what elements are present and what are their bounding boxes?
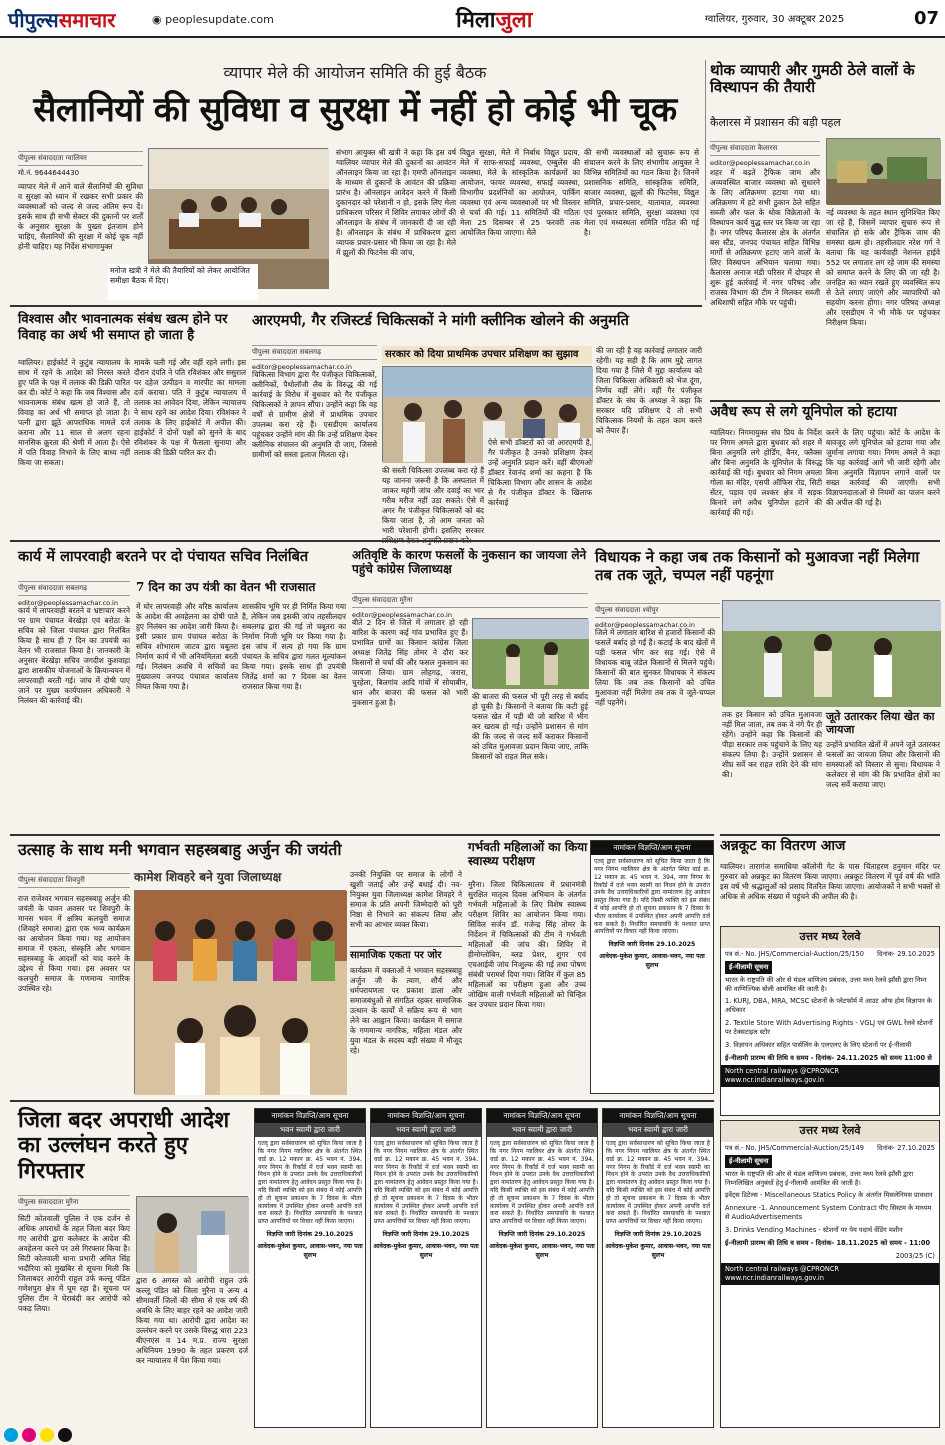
notice-box: नामांकन विज्ञप्ति/आम सूचना एतद् द्वारा सर्वसाधारण को सूचित किया जाता है कि नगर निगम ग्वालियर क्षेत्र के अंतर्गत स्थित वार्ड क्र. 12 मकान क्र. 45 भवन नं. 394, नगर निगम के रिकॉर्ड में दर्ज भवन स्वामी का निधन होने के उपरांत उनके वैध उत्तराधिकारियों द्वारा नामांतरण हेतु आवेदन प्रस्तुत किया गया है। यदि किसी व्यक्ति को इस संबंध में कोई आपत्ति हो तो सूचना प्रकाशन के 7 दिवस के भीतर कार्यालय में उपस्थित होकर अपनी आपत्ति दर्ज करा सकते हैं। निर्धारित समयावधि के पश्चात प्राप्त आपत्तियों पर विचार नहीं किया जाएगा। विज्ञप्ति जारी दिनांक 29.10.2025 आवेदक-मुकेश कुमार, आवास-भवन, नया पता सुलभ	[590, 840, 714, 1094]
logo-accent: समाचार	[58, 8, 116, 32]
clinic-col-4: की जा रही है यह कार्रवाई लगातार जारी रहेगी। यह सही है कि आम मुद्दे लागत दिया गया है जिसे मैं मुद्दा कार्यालय को जिला चिकित्सा अधिकारी को भेज दूंगा, निर्णय वहीं लेंगे। वहीं गैर पंजीकृत डॉक्टर के संघ के अध्यक्ष ने कहा कि सरकार यदि प्रशिक्षण दे तो सभी चिकित्सक नियमों के तहत काम करने को तैयार हैं।	[596, 346, 702, 435]
criminal-col-1: सिटी कोतवाली पुलिस ने एक दर्जन से अधिक अपराधों के तहत जिला बदर किए गए आरोपी द्वारा कलेक्टर के आदेश की अवहेलना करने पर उसे गिरफ्तार किया है। सिटी कोतवाली थाना प्रभारी अमित सिंह भदौरिया को मुखबिर से सूचना मिली कि जिलाबदर आरोपी राहुल उर्फ कल्लू पंडित गणेशपुरा क्षेत्र में घूम रहा है। सूचना पर पुलिस टीम ने घेराबंदी कर आरोपी को पकड़ लिया।	[18, 1214, 130, 1313]
mla-col-1: जिले में लगातार बारिश से हजारों किसानों की फसलें बर्बाद हो गईं हैं। कटाई के बाद खेतों में पड़ी फसल भीग कर सड़ गई। ऐसे में विधायक बाबू जंडेल किसानों से मिलने पहुंचे। किसानों की बात सुनकर विधायक ने संकल्प लिया कि जब तक किसानों को उचित मुआवजा नहीं मिलेगा तब तक वे जूते-चप्पल नहीं पहनेंगे।	[595, 628, 715, 707]
notice-box: नामांकन विज्ञप्ति/आम सूचना भवन स्वामी द्वारा जारी एतद् द्वारा सर्वसाधारण को सूचित किया जाता है कि नगर निगम ग्वालियर क्षेत्र के अंतर्गत स्थित वार्ड क्र. 12 मकान क्र. 45 भवन नं. 394, नगर निगम के रिकॉर्ड में दर्ज भवन स्वामी का निधन होने के उपरांत उनके वैध उत्तराधिकारियों द्वारा नामांतरण हेतु आवेदन प्रस्तुत किया गया है। यदि किसी व्यक्ति को इस संबंध में कोई आपत्ति हो तो सूचना प्रकाशन के 7 दिवस के भीतर कार्यालय में उपस्थित होकर अपनी आपत्ति दर्ज करा सकते हैं। निर्धारित समयावधि के पश्चात प्राप्त आपत्तियों पर विचार नहीं किया जाएगा। विज्ञप्ति जारी दिनांक 29.10.2025 आवेदक-मुकेश कुमार, आवास-भवन, नया पता सुलभ	[486, 1108, 598, 1428]
section-rule	[10, 1100, 714, 1102]
notice-box: नामांकन विज्ञप्ति/आम सूचना भवन स्वामी द्वारा जारी एतद् द्वारा सर्वसाधारण को सूचित किया जाता है कि नगर निगम ग्वालियर क्षेत्र के अंतर्गत स्थित वार्ड क्र. 12 मकान क्र. 45 भवन नं. 394, नगर निगम के रिकॉर्ड में दर्ज भवन स्वामी का निधन होने के उपरांत उनके वैध उत्तराधिकारियों द्वारा नामांतरण हेतु आवेदन प्रस्तुत किया गया है। यदि किसी व्यक्ति को इस संबंध में कोई आपत्ति हो तो सूचना प्रकाशन के 7 दिवस के भीतर कार्यालय में उपस्थित होकर अपनी आपत्ति दर्ज करा सकते हैं। निर्धारित समयावधि के पश्चात प्राप्त आपत्तियों पर विचार नहीं किया जाएगा। विज्ञप्ति जारी दिनांक 29.10.2025 आवेदक-मुकेश कुमार, आवास-भवन, नया पता सुलभ	[254, 1108, 366, 1428]
railway-footer: North central railways @CPRONCR www.ncr.indianrailways.gov.in	[721, 1263, 939, 1285]
section-rule	[710, 400, 940, 402]
notice-box: नामांकन विज्ञप्ति/आम सूचना भवन स्वामी द्वारा जारी एतद् द्वारा सर्वसाधारण को सूचित किया जाता है कि नगर निगम ग्वालियर क्षेत्र के अंतर्गत स्थित वार्ड क्र. 12 मकान क्र. 45 भवन नं. 394, नगर निगम के रिकॉर्ड में दर्ज भवन स्वामी का निधन होने के उपरांत उनके वैध उत्तराधिकारियों द्वारा नामांतरण हेतु आवेदन प्रस्तुत किया गया है। यदि किसी व्यक्ति को इस संबंध में कोई आपत्ति हो तो सूचना प्रकाशन के 7 दिवस के भीतर कार्यालय में उपस्थित होकर अपनी आपत्ति दर्ज करा सकते हैं। निर्धारित समयावधि के पश्चात प्राप्त आपत्तियों पर विचार नहीं किया जाएगा। विज्ञप्ति जारी दिनांक 29.10.2025 आवेदक-मुकेश कुमार, आवास-भवन, नया पता सुलभ	[370, 1108, 482, 1428]
accused-photo	[136, 1196, 248, 1272]
panchayat-col-3: शासकीय भूमि पर ही निर्मित किया गया है, लेकिन जब इसकी जांच तहसीलदार सबलगढ़ द्वारा की गई तो चबूतरा का निर्माण निजी भूमि पर किया गया है। इस जांच में सत्य हो गया कि ग्राम पंचायत के सचिव द्वारा गलत मूल्यांकन किया गया। इसके साथ ही उपयंत्री जितेंद्र शर्मा का 7 दिवस का वेतन राजसात किया गया है।	[242, 602, 346, 691]
panchayat-byline: पीपुल्स संवाददाता सबलगढ़ editor@peoplessamachar.co.in	[18, 578, 130, 602]
section-rule	[720, 834, 940, 836]
clinic-byline: पीपुल्स संवाददाता सबलगढ़ editor@peoplessamachar.co.in	[252, 342, 377, 366]
lead-byline: पीपुल्स संवाददाता ग्वालियर मो.नं. 9644644430	[18, 148, 143, 172]
marriage-col-1: ग्वालियर। हाईकोर्ट ने कुटुंब न्यायालय के साथ में रहने के आदेश को निरस्त करते हुए पति के पक्ष में तलाक की डिक्री पारित कर दी। कोर्ट ने कहा कि जब विश्वास और भावनात्मक संबंध खत्म हो जाते हैं, तो विवाह का अर्थ भी समाप्त हो जाता है। पत्नी द्वारा झूठे आपराधिक मामले दर्ज कराना और 11 साल से अलग रहना मानसिक क्रूरता की श्रेणी में आता है। ऐसे में पति विवाह निभाने के लिए बाध्य नहीं किया जा सकता।	[18, 358, 130, 467]
health-text: मुरैना। जिला चिकित्सालय में प्रधानमंत्री सुरक्षित मातृत्व दिवस अभियान के अंतर्गत गर्भवती महिलाओं के लिए विशेष स्वास्थ्य परीक्षण शिविर का आयोजन किया गया। सिविल सर्जन डॉ. गजेन्द्र सिंह तोमर के निर्देशन में चिकित्सकों की टीम ने गर्भवती महिलाओं की जांच की। शिविर में हीमोग्लोबिन, ब्लड प्रेशर, शुगर एवं एचआईवी जांच निःशुल्क की गई तथा पोषण संबंधी परामर्श दिया गया। शिविर में कुल 85 महिलाओं का परीक्षण हुआ और उच्च जोखिम वाली गर्भवती महिलाओं को चिन्हित कर उपचार प्रदान किया गया।	[468, 880, 586, 1009]
wholesale-byline: पीपुल्स संवाददाता कैलारस editor@peoplessamachar.co.in	[710, 138, 820, 162]
crop-headline: अतिवृष्टि के कारण फसलों के नुकसान का जायजा लेने पहुंचे कांग्रेस जिलाध्यक्ष	[352, 548, 587, 577]
sahastrabahu-box-title: सामाजिक एकता पर जोर	[350, 946, 462, 964]
registration-mark	[22, 1428, 36, 1442]
mla-col-2: तक हर किसान को उचित मुआवजा नहीं मिल जाता, तब तक वे नंगे पैर ही रहेंगे। उन्होंने कहा कि किसानों की पीड़ा सरकार तक पहुंचाने के लिए यह संकल्प लिया है। उन्होंने प्रशासन से शीघ्र सर्वे कर राहत राशि देने की मांग की।	[722, 710, 822, 779]
lead-headline: सैलानियों की सुविधा व सुरक्षा में नहीं हो कोई भी चूक	[33, 90, 677, 130]
lead-col-4: की सभी व्यवस्थाओं को सुचारू रूप से संचालन करने के लिए संभागीय आयुक्त ने विभिन्न समितियों का गठन किया है। जिनमें प्रशासनिक समिति, सांस्कृतिक समिति, बाजार व्यवस्था, झूलों की फिटनेस, विद्युत समिति, प्रचार-प्रसार, यातायात, व्यवस्था एवं पुरस्कार समिति, सुरक्षा व्यवस्था एवं मेला एवं मध्यस्थता समिति गठित की गई है।	[584, 148, 699, 237]
mla-side-text: उन्होंने प्रभावित खेतों में अपने जूते उतारकर फसलों का जायजा लिया और किसानों की समस्याओं को विस्तार से सुना। विधायक ने कलेक्टर से मांग की कि प्रभावित क्षेत्रों का जल्द सर्वे कराया जाए।	[826, 740, 940, 789]
registration-mark	[58, 1428, 72, 1442]
marriage-headline: विश्वास और भावनात्मक संबंध खत्म होने पर विवाह का अर्थ भी समाप्त हो जाता है	[18, 312, 228, 343]
railway-footer: North central railways @CPRONCR www.ncr.indianrailways.gov.in	[721, 1065, 939, 1087]
marriage-col-2: मायके चली गई और वहीं रहने लगी। इस दौरान दंपति ने पति रविशंकर और ससुराल पर दहेज उत्पीड़न व मारपीट का मामला दर्ज कराया। पति ने कुटुंब न्यायालय में तलाक का आवेदन दिया, लेकिन न्यायालय ने साथ रहने का आदेश दिया। रविशंकर ने तलाक के लिए हाईकोर्ट में अपील की। हाईकोर्ट ने दोनों पक्षों को सुनने के बाद रविशंकर के पक्ष में फैसला सुनाया और तलाक की डिक्री पारित कर दी।	[134, 358, 246, 457]
criminal-byline: पीपुल्स संवाददाता मुरैना	[18, 1192, 130, 1210]
crop-byline: पीपुल्स संवाददाता मुरैना editor@peoplessamachar.co.in	[352, 590, 588, 614]
panchayat-headline: कार्य में लापरवाही बरतने पर दो पंचायत सचिव निलंबित	[18, 548, 309, 565]
notice-box: नामांकन विज्ञप्ति/आम सूचना भवन स्वामी द्वारा जारी एतद् द्वारा सर्वसाधारण को सूचित किया जाता है कि नगर निगम ग्वालियर क्षेत्र के अंतर्गत स्थित वार्ड क्र. 12 मकान क्र. 45 भवन नं. 394, नगर निगम के रिकॉर्ड में दर्ज भवन स्वामी का निधन होने के उपरांत उनके वैध उत्तराधिकारियों द्वारा नामांतरण हेतु आवेदन प्रस्तुत किया गया है। यदि किसी व्यक्ति को इस संबंध में कोई आपत्ति हो तो सूचना प्रकाशन के 7 दिवस के भीतर कार्यालय में उपस्थित होकर अपनी आपत्ति दर्ज करा सकते हैं। निर्धारित समयावधि के पश्चात प्राप्त आपत्तियों पर विचार नहीं किया जाएगा। विज्ञप्ति जारी दिनांक 29.10.2025 आवेदक-मुकेश कुमार, आवास-भवन, नया पता सुलभ	[602, 1108, 714, 1428]
health-headline: गर्भवती महिलाओं का किया स्वास्थ्य परीक्षण	[468, 840, 588, 869]
panchayat-subhead: 7 दिन का उप यंत्री का वेतन भी राजसात	[136, 580, 316, 594]
railway-title: उत्तर मध्य रेलवे	[721, 1121, 939, 1142]
lead-col-3: विद्युत सुरक्षा, मेले में निर्बाध विद्युत प्रदाय, मेले में साफ-सफाई व्यवस्था, एम्बुलेंस की व्यवस्था, मेले के सांस्कृतिक कार्यक्रमों का आयोजन, फायर व्यवस्था, सफाई व्यवस्था, विभागीय प्रदर्शनियों का आयोजन, पार्किंग व्यवस्था एवं अन्य व्यवस्थाओं पर भी विस्तार से चर्चा की गई। 11 समितियों की गठितः मेला 25 दिसम्बर से 25 फरवरी तक आयोजित किया जाएगा। मेले	[460, 148, 580, 237]
wholesale-col-2: नई व्यवस्था के तहत स्थान सुनिश्चित किए जा रहे हैं, जिसमें व्यापार सुचारु रूप से संचालित हो सके और ट्रैफिक जाम की समस्या खत्म हो। तहसीलदार नरेश गर्ग ने बताया कि यह कार्यवाही नेशनल हाईवे 552 पर लगातार लग रहे जाम की समस्या को समाप्त करने के लिए की जा रही है। जनहित का ध्यान रखते हुए व्यवस्थित रूप से ठेले लगाए जाएंगे और व्यापारियों को सहयोग करना होगा। नगर परिषद अध्यक्ष और एसडीएम ने भी मौके पर पहुंचकर निरीक्षण किया।	[826, 208, 940, 327]
unipol-col-1: ग्वालियर। निगमायुक्त संघ प्रिय के निर्देश पर निगम अमले द्वारा बुधवार को शहर में बिना अनुमति लगे होर्डिंग, बैनर, फ्लैक्स और बिना अनुमति के यूनिपोल के विरुद्ध कार्रवाई की गई। बुधवार को निगम अमला गोला का मंदिर, एसपी ऑफिस रोड, सिटी सेंटर, पड़ाव एवं लश्कर क्षेत्र में सड़क किनारे लगे अवैध यूनिपोल हटाने की कार्रवाई की गई।	[710, 428, 822, 517]
section-logo: मिलाजुला	[456, 7, 533, 33]
lead-kicker: व्यापार मेले की आयोजन समिति की हुई बैठक	[223, 63, 487, 82]
clinic-box-title: सरकार को दिया प्राथमिक उपचार प्रशिक्षण का सुझाव	[382, 346, 592, 364]
market-photo	[826, 138, 940, 204]
railway-notice-1: उत्तर मध्य रेलवे पत्र सं.- No. JHS/Commercial-Auction/25/150 दिनांक- 29.10.2025 ई-नीलामी सूचना भारत के राष्ट्रपति की ओर से मंडल वाणिज्य प्रबंधक, उत्तर मध्य रेलवे झाँसी द्वारा निम्न की वाणिज्यिक बोली आमंत्रित की जाती है। 1. KURJ, DBA, MRA, MCSC स्टेशनों के प्लेटफॉर्म में आउट ऑफ होम विज्ञापन के अधिकार 2. Textile Store With Advertising Rights - VGLJ एवं GWL रेलवे स्टेशनों पर टेक्सटाइल स्टोर 3. विज्ञापन अधिकार सहित पार्सलिंग के एलएलए के लिए स्टेशनों पर ई-नीलामी ई-नीलामी प्रारम्भ की तिथि व समय - दिनांक- 24.11.2025 को समय 11:00 से North central railways @CPRONCR www.ncr.indianrailways.gov.in	[720, 926, 940, 1116]
column-divider	[705, 60, 706, 300]
sahastrabahu-byline: पीपुल्स संवाददाता शिवपुरी	[18, 870, 130, 888]
annakut-headline: अन्नकूट का वितरण आज	[720, 838, 846, 854]
mla-byline: पीपुल्स संवाददाता श्योपुर editor@peoplessamachar.co.in	[595, 600, 720, 624]
section-rule	[10, 834, 714, 836]
sahastrabahu-col-3: कार्यक्रम में वक्ताओं ने भगवान सहस्त्रबाहु अर्जुन जी के त्याग, शौर्य और धर्मपरायणता पर प्रकाश डाला और समाजबंधुओं से संगठित रहकर सामाजिक उत्थान के कार्यों में सक्रिय रूप से भाग लेने का आह्वान किया। कार्यक्रम में समाज के गणमान्य नागरिक, महिला मंडल और युवा मंडल के सदस्य बड़ी संख्या में मौजूद रहे।	[350, 966, 462, 1055]
unipol-headline: अवैध रूप से लगे यूनिपोल को हटाया	[710, 404, 897, 420]
clinic-headline: आरएमपी, गैर रजिस्टर्ड चिकित्सकों ने मांगी क्लीनिक खोलने की अनुमति	[252, 312, 629, 329]
clinic-col-2: की सस्ती चिकित्सा उपलब्ध करा रहे हैं यह जानना जरूरी है कि अस्पताल में जाकर महंगी जांच और दवाई का भार गरीब मरीज नहीं उठा सकते। ऐसे में अगर गैर पंजीकृत चिकित्सकों को बंद किया जाता है, तो आम जनता को भारी परेशानी होगी। इसलिए सरकार	[382, 466, 484, 535]
sahastrabahu-col-1: राज राजेश्वर भगवान सहस्त्रबाहु अर्जुन की जयंती के पावन अवसर पर शिवपुरी के मानस भवन में क्षत्रिय कलचुरी समाज (शिवहरे समाज) द्वारा एक भव्य कार्यक्रम का आयोजन किया गया। यह आयोजन समाज में एकता, संस्कृति और भगवान सहस्त्रबाहु के आदर्शों को याद करने के उद्देश्य से किया गया। इस अवसर पर कलचुरी समाज के गणमान्य नागरिक उपस्थित रहे।	[18, 894, 130, 993]
clinic-col-1: चिकित्सा विभाग द्वारा गैर पंजीकृत चिकित्सकों, क्लीनिकों, पैथोलॉजी लैब के विरुद्ध की गई कार्रवाई के विरोध में बुधवार को गैर पंजीकृत चिकित्सकों ने ज्ञापन सौंपा। उन्होंने कहा कि वह वर्षों से ग्रामीण क्षेत्रों में प्राथमिक उपचार उपलब्ध करा रहे हैं। एसडीएम कार्यालय पहुंचकर उन्होंने मांग की कि उन्हें प्रशिक्षण देकर क्लीनिक संचालन की अनुमति दी जाए, जिससे ग्रामीणों को सस्ता इलाज मिलता रहे।	[252, 370, 377, 459]
globe-icon: ◉	[152, 13, 166, 26]
unipol-col-2: करने के लिए पहुंचा। कोर्ट के आदेश के बावजूद लगे यूनिपोल को हटाया गया और जुर्माना लगाया गया। निगम अमले ने कहा कि यह कार्रवाई आगे भी जारी रहेगी और बिना अनुमति विज्ञापन लगाने वालों पर सख्त कार्रवाई की जाएगी। सभी विज्ञापनदाताओं से नियमों का पालन करने की अपील की गई है।	[826, 428, 940, 507]
panchayat-col-2: में घोर लापरवाही और वरिष्ठ कार्यालय के आदेश की अवहेलना का दोषी पाते हुए निलंबन का आदेश जारी किया है। इसी प्रकार ग्राम पंचायत बरोठा के सचिव शोभाराम जाटव द्वारा चबूतरा निर्माण कार्य में भी अनियमितता बरती गई। निलंबन अवधि में सचिवों का मुख्यालय जनपद पंचायत कार्यालय नियत किया गया है।	[136, 602, 238, 691]
wholesale-headline: थोक व्यापारी और गुमठी ठेले वालों के विस्थापन की तैयारी	[710, 61, 915, 97]
dateline: ग्वालियर, गुरुवार, 30 अक्टूबर 2025	[705, 14, 845, 25]
lead-col-1: व्यापार मेले में आने वाले सैलानियों की सुविधा व सुरक्षा को ध्यान में रखकर सभी प्रकार की व्यवस्थाओं को जल्द से जल्द अंतिम रूप दें। इसके साथ ही सभी सेक्टर की दुकानों पर शर्तों के अनुसार सुरक्षा के पुख्ता इंतजाम होने चाहिए, सैलानियों की सुरक्षा में कोई चूक नहीं होनी चाहिए। यह निर्देश संभागायुक्त	[18, 182, 143, 251]
masthead	[0, 0, 945, 38]
section-rule	[10, 540, 940, 542]
clinic-col-3: ऐसे सभी डॉक्टरों को जो आरएमपी है, गैर पंजीकृत है उनको प्रशिक्षण देकर उन्हें अनुमति प्रदान करें। वहीं बीएमओ डॉक्टर रेवानंद शर्मा का कहना है कि चिकित्सा विभाग और शासन के आदेश से गैर पंजीकृत डॉक्टर के खिलाफ कार्रवाई	[488, 438, 592, 538]
criminal-col-2: द्वारा 6 अगस्त को आरोपी राहुल उर्फ कल्लू पंडित को जिला मुरैना व अन्य 4 सीमावर्ती जिलों की सीमा से एक वर्ष की अवधि के लिए बाहर रहने का आदेश जारी किया गया था। आरोपी द्वारा आदेश का उल्लंघन करने पर उसके विरुद्ध धारा 223 बीएनएस व 14 म.प्र. राज्य सुरक्षा अधिनियम 1990 के तहत प्रकरण दर्ज कर न्यायालय में पेश किया गया।	[136, 1276, 248, 1365]
mla-photo	[722, 600, 940, 706]
mla-side-headline: जूते उतारकर लिया खेत का जायजा	[826, 710, 935, 737]
wholesale-col-1: शहर में बढ़ते ट्रैफिक जाम और अव्यवस्थित बाजार व्यवस्था को सुधारने के लिए अतिक्रमण हटाया गया था। अतिक्रमण में हटे सभी ठुकान ठेले सहित सब्जी और फल के थोक विक्रेताओं के विस्थापन कार्य युद्ध स्तर पर किया जा रहा है। नगर परिषद कैलारस क्षेत्र के अंतर्गत बस स्टैंड, जनपद पंचायत सहित विभिन्न मार्गों से अतिक्रमण हटाए जाने वालों के लिए विस्थापन अभियान चलाया गया। कैलारस अनाज मंडी परिसर में दोपहर से शुरू हुई कार्रवाई में नगर परिषद और राजस्व विभाग की टीम ने मिलकर सब्जी अधिशाषी सहित मौके पर पहुंची।	[710, 168, 820, 307]
crop-col-1: बीते 2 दिन से जिले में लगातार हो रही बारिश के कारण कई गांव प्रभावित हुए हैं। प्रभावित ग्रामों का किसान कांग्रेस जिला अध्यक्ष जितेंद्र सिंह तोमर ने दौरा कर किसानों से चर्चा की और फसल नुकसान का जायजा लिया। ग्राम लोहगढ़, जरारा, चुरहेला, बिलगांव आदि गांवों में सोयाबीन, धान और बाजरा की फसल को भारी नुकसान हुआ है।	[352, 618, 468, 707]
section-rule	[10, 305, 702, 307]
panchayat-col-1: कार्य में लापरवाही बरतने व भ्रष्टाचार करने पर ग्राम पंचायत बेरखेड़ा एवं बरोठा के सचिव को जिला पंचायत द्वारा निलंबित किया है साथ ही 7 दिन का उपयंत्री का वेतन भी राजसात किया है। जानकारी के अनुसार बेरखेड़ा सचिव जगदीश कुशवाहा द्वारा शासकीय योजनाओं के क्रियान्वयन में लापरवाही बरती गई। जांच में दोषी पाए जाने पर मुख्य कार्यपालन अधिकारी ने निलंबन की कार्रवाई की।	[18, 606, 130, 705]
event-photo	[134, 890, 346, 1094]
railway-title: उत्तर मध्य रेलवे	[721, 927, 939, 948]
railway-notice-2: उत्तर मध्य रेलवे पत्र सं.- No. JHS/Commercial-Auction/25/149 दिनांक- 27.10.2025 ई-नीलामी सूचना भारत के राष्ट्रपति की ओर से मंडल वाणिज्य प्रबंधक, उत्तर मध्य रेलवे झाँसी द्वारा निम्नलिखित अनुबंधों हेतु ई-नीलामी आमंत्रित की जाती है। इवेंट्स डिटेल्स - Miscellaneous Statics Policy के अंतर्गत मिसलेनियस प्रावधान Annexure -1. Announcement System Contract पीए सिस्टम के माध्यम से AudioAdvertisements 3. Drinks Vending Machines - स्टेशनों पर पेय पदार्थ वेंडिंग मशीन ई-नीलामी प्रारम्भ की तिथि व समय - दिनांक- 18.11.2025 को समय - 11:00 2003/25 (C) North central railways @CPRONCR www.ncr.indianrailways.gov.in	[720, 1120, 940, 1428]
newspaper-logo[interactable]: पीपुल्ससमाचार	[8, 8, 116, 32]
crop-col-2: की बाजरा की फसल भी पूरी तरह से बर्बाद हो चुकी है। किसानों ने बताया कि कटी हुई फसल खेत में पड़ी थी जो बारिश में भीग कर खराब हो गई। उन्होंने प्रशासन से मांग की कि जल्द से जल्द सर्वे कराकर किसानों को उचित मुआवजा प्रदान किया जाए, ताकि किसानों को राहत मिल सके।	[472, 692, 588, 761]
crop-photo	[472, 618, 588, 688]
sahastrabahu-col-2: उनकी नियुक्ति पर समाज के लोगों ने खुशी जताई और उन्हें बधाई दी। नव-नियुक्त युवा जिलाध्यक्ष कामेश शिवहरे ने समाज के प्रति अपनी जिम्मेदारी को पूरी निष्ठा से निभाने का संकल्प लिया और सभी का आभार व्यक्त किया।	[350, 870, 462, 929]
website-link[interactable]: ◉ peoplesupdate.com	[152, 13, 274, 26]
sahastrabahu-headline: उत्साह के साथ मनी भगवान सहस्त्रबाहु अर्जुन की जयंती	[18, 840, 342, 859]
lead-photo-caption: मनोज खत्री ने मेले की तैयारियों को लेकर आयोजित समीक्षा बैठक में दिए।	[108, 264, 258, 300]
registration-mark	[40, 1428, 54, 1442]
criminal-headline: जिला बदर अपराधी आदेश का उल्लंघन करते हुए गिरफ्तार	[18, 1107, 230, 1184]
lead-col-2: संभाग आयुक्त श्री खत्री ने कहा कि इस वर्ष ग्वालियर व्यापार मेले की दुकानों का आवंटन ऑनलाइन किया जा रहा है। एमपी ऑनलाइन के माध्यम से दुकानों के आवंटन की प्रक्रिया प्रारंभ है। ऑनलाइन आवेदन करने में किसी दुकानदार को परेशानी न हो, इसके लिए मेला प्राधिकरण परिसर में शिविर लगाकर लोगों की ऑनलाइन के संबंध में जानकारी दी जा रही है। ऑनलाइन के संबंध में प्राधिकरण द्वारा व्यापक प्रचार-प्रसार भी किया जा रहा है। मेले में झूलों की फिटनेस की जांच,	[336, 148, 456, 257]
annakut-text: ग्वालियर। तारागंज समाधिया कॉलोनी गेट के पास चिंताहरण हनुमान मंदिर पर गुरुवार को अन्नकूट का वितरण किया जाएगा। अन्नकूट वितरण में पूर्व वर्ष की भांति इस वर्ष भी श्रद्धालुओं को प्रसाद वितरित किया जाएगा। आयोजकों ने सभी भक्तों से अधिक से अधिक संख्या में पहुंचने की अपील की है।	[720, 862, 940, 901]
mla-headline: विधायक ने कहा जब तक किसानों को मुआवजा नहीं मिलेगा तब तक जूते, चप्पल नहीं पहनूंगा	[595, 548, 920, 584]
lead-col-2-start	[262, 264, 332, 300]
wholesale-subhead: कैलारस में प्रशासन की बड़ी पहल	[710, 116, 841, 129]
page-number: 07	[913, 8, 939, 29]
sahastrabahu-subhead: कामेश शिवहरे बने युवा जिलाध्यक्ष	[134, 870, 282, 884]
registration-mark	[4, 1428, 18, 1442]
